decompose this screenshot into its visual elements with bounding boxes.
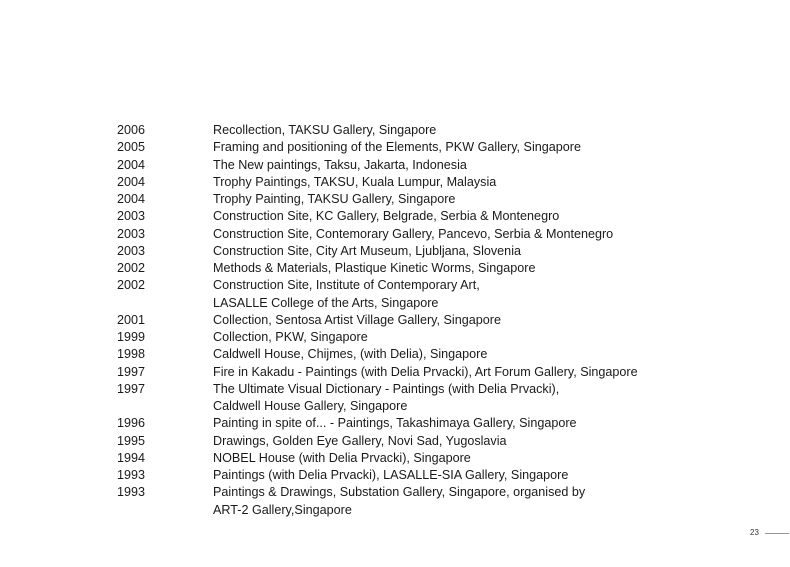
exhibition-year: 1995 [117, 433, 146, 448]
exhibition-year: 2006 [117, 123, 146, 137]
exhibition-year: 2001 [117, 312, 146, 327]
description-line: Collection, Sentosa Artist Village Gallery, Singapore [213, 312, 501, 327]
exhibition-entry [117, 174, 737, 191]
exhibition-description [213, 277, 737, 312]
exhibition-year: 2003 [117, 209, 146, 224]
description-line: Collection, PKW, Singapore [213, 330, 368, 344]
description-line: Caldwell House, Chijmes, (with Delia), Singapore [213, 347, 488, 362]
description-line: Construction Site, Contemorary Gallery, Pancevo, Serbia & Montenegro [213, 226, 614, 241]
exhibition-year: 2005 [117, 140, 146, 155]
exhibition-description [213, 260, 737, 277]
exhibition-year: 1998 [117, 347, 146, 362]
description-line: Construction Site, City Art Museum, Ljubljana, Slovenia [213, 243, 521, 258]
description-line: Painting in spite of... - Paintings, Takashimaya Gallery, Singapore [213, 416, 577, 431]
exhibition-year: 1997 [117, 364, 146, 379]
exhibition-year: 2003 [117, 226, 146, 241]
exhibition-entry [117, 157, 737, 174]
exhibition-entry [117, 139, 737, 156]
exhibition-entry [117, 329, 737, 346]
exhibition-entry [117, 346, 737, 363]
page-number-rule [765, 533, 789, 534]
description-line: NOBEL House (with Delia Prvacki), Singapore [213, 450, 471, 465]
exhibition-entry [117, 208, 737, 225]
exhibition-year: 1996 [117, 416, 146, 431]
exhibition-year: 1999 [117, 330, 146, 344]
exhibition-entry [117, 381, 737, 416]
description-line: Fire in Kakadu - Paintings (with Delia Prvacki), Art Forum Gallery, Singapore [213, 364, 638, 379]
exhibition-description [213, 226, 737, 243]
exhibition-entry [117, 484, 737, 519]
exhibition-entry [117, 260, 737, 277]
exhibition-year: 1997 [117, 381, 146, 396]
exhibition-entry [117, 312, 737, 329]
exhibition-description [213, 450, 737, 467]
description-line: Methods & Materials, Plastique Kinetic Worms, Singapore [213, 261, 536, 275]
exhibition-list [117, 122, 737, 519]
description-line: Recollection, TAKSU Gallery, Singapore [213, 123, 437, 137]
exhibition-entry [117, 226, 737, 243]
exhibition-year: 1994 [117, 450, 146, 465]
exhibition-description [213, 208, 737, 225]
exhibition-description [213, 415, 737, 432]
exhibition-description [213, 122, 737, 139]
description-line: Trophy Painting, TAKSU Gallery, Singapore [213, 192, 456, 206]
exhibition-year: 1993 [117, 485, 146, 500]
exhibition-entry [117, 415, 737, 432]
exhibition-year: 2004 [117, 157, 146, 172]
exhibition-description [213, 139, 737, 156]
description-line: The Ultimate Visual Dictionary - Paintings (with Delia Prvacki), [213, 381, 560, 396]
exhibition-entry [117, 122, 737, 139]
exhibition-description [213, 329, 737, 346]
exhibition-description [213, 243, 737, 260]
exhibition-description [213, 191, 737, 208]
exhibition-year: 2003 [117, 243, 146, 258]
exhibition-year: 1993 [117, 468, 146, 482]
description-line: Construction Site, Institute of Contemporary Art, [213, 278, 480, 293]
description-line: Trophy Paintings, TAKSU, Kuala Lumpur, Malaysia [213, 174, 497, 189]
exhibition-description [213, 312, 737, 329]
exhibition-description [213, 174, 737, 191]
exhibition-year: 2004 [117, 174, 146, 189]
exhibition-entry [117, 191, 737, 208]
exhibition-description [213, 346, 737, 363]
description-line: Caldwell House Gallery, Singapore [213, 399, 408, 413]
exhibition-year: 2004 [117, 192, 146, 206]
description-line: The New paintings, Taksu, Jakarta, Indonesia [213, 157, 467, 172]
description-line: Paintings & Drawings, Substation Gallery, Singapore, organised by [213, 485, 586, 500]
page-number: 23 [750, 528, 759, 537]
exhibition-description [213, 484, 737, 519]
exhibition-entry [117, 364, 737, 381]
exhibition-description [213, 157, 737, 174]
exhibition-year: 2002 [117, 278, 146, 293]
description-line: LASALLE College of the Arts, Singapore [213, 295, 439, 310]
description-line: Framing and positioning of the Elements, PKW Gallery, Singapore [213, 140, 581, 155]
exhibition-description [213, 381, 737, 416]
exhibition-description [213, 467, 737, 484]
exhibition-entry [117, 277, 737, 312]
description-line: Drawings, Golden Eye Gallery, Novi Sad, Yugoslavia [213, 433, 507, 448]
exhibition-entry [117, 433, 737, 450]
exhibition-description [213, 364, 737, 381]
exhibition-year: 2002 [117, 261, 146, 275]
description-line: Construction Site, KC Gallery, Belgrade, Serbia & Montenegro [213, 209, 560, 224]
exhibition-description [213, 433, 737, 450]
description-line: Paintings (with Delia Prvacki), LASALLE-SIA Gallery, Singapore [213, 468, 569, 482]
exhibition-entry [117, 467, 737, 484]
exhibition-entry [117, 450, 737, 467]
exhibition-entry [117, 243, 737, 260]
description-line: ART-2 Gallery,Singapore [213, 502, 352, 517]
